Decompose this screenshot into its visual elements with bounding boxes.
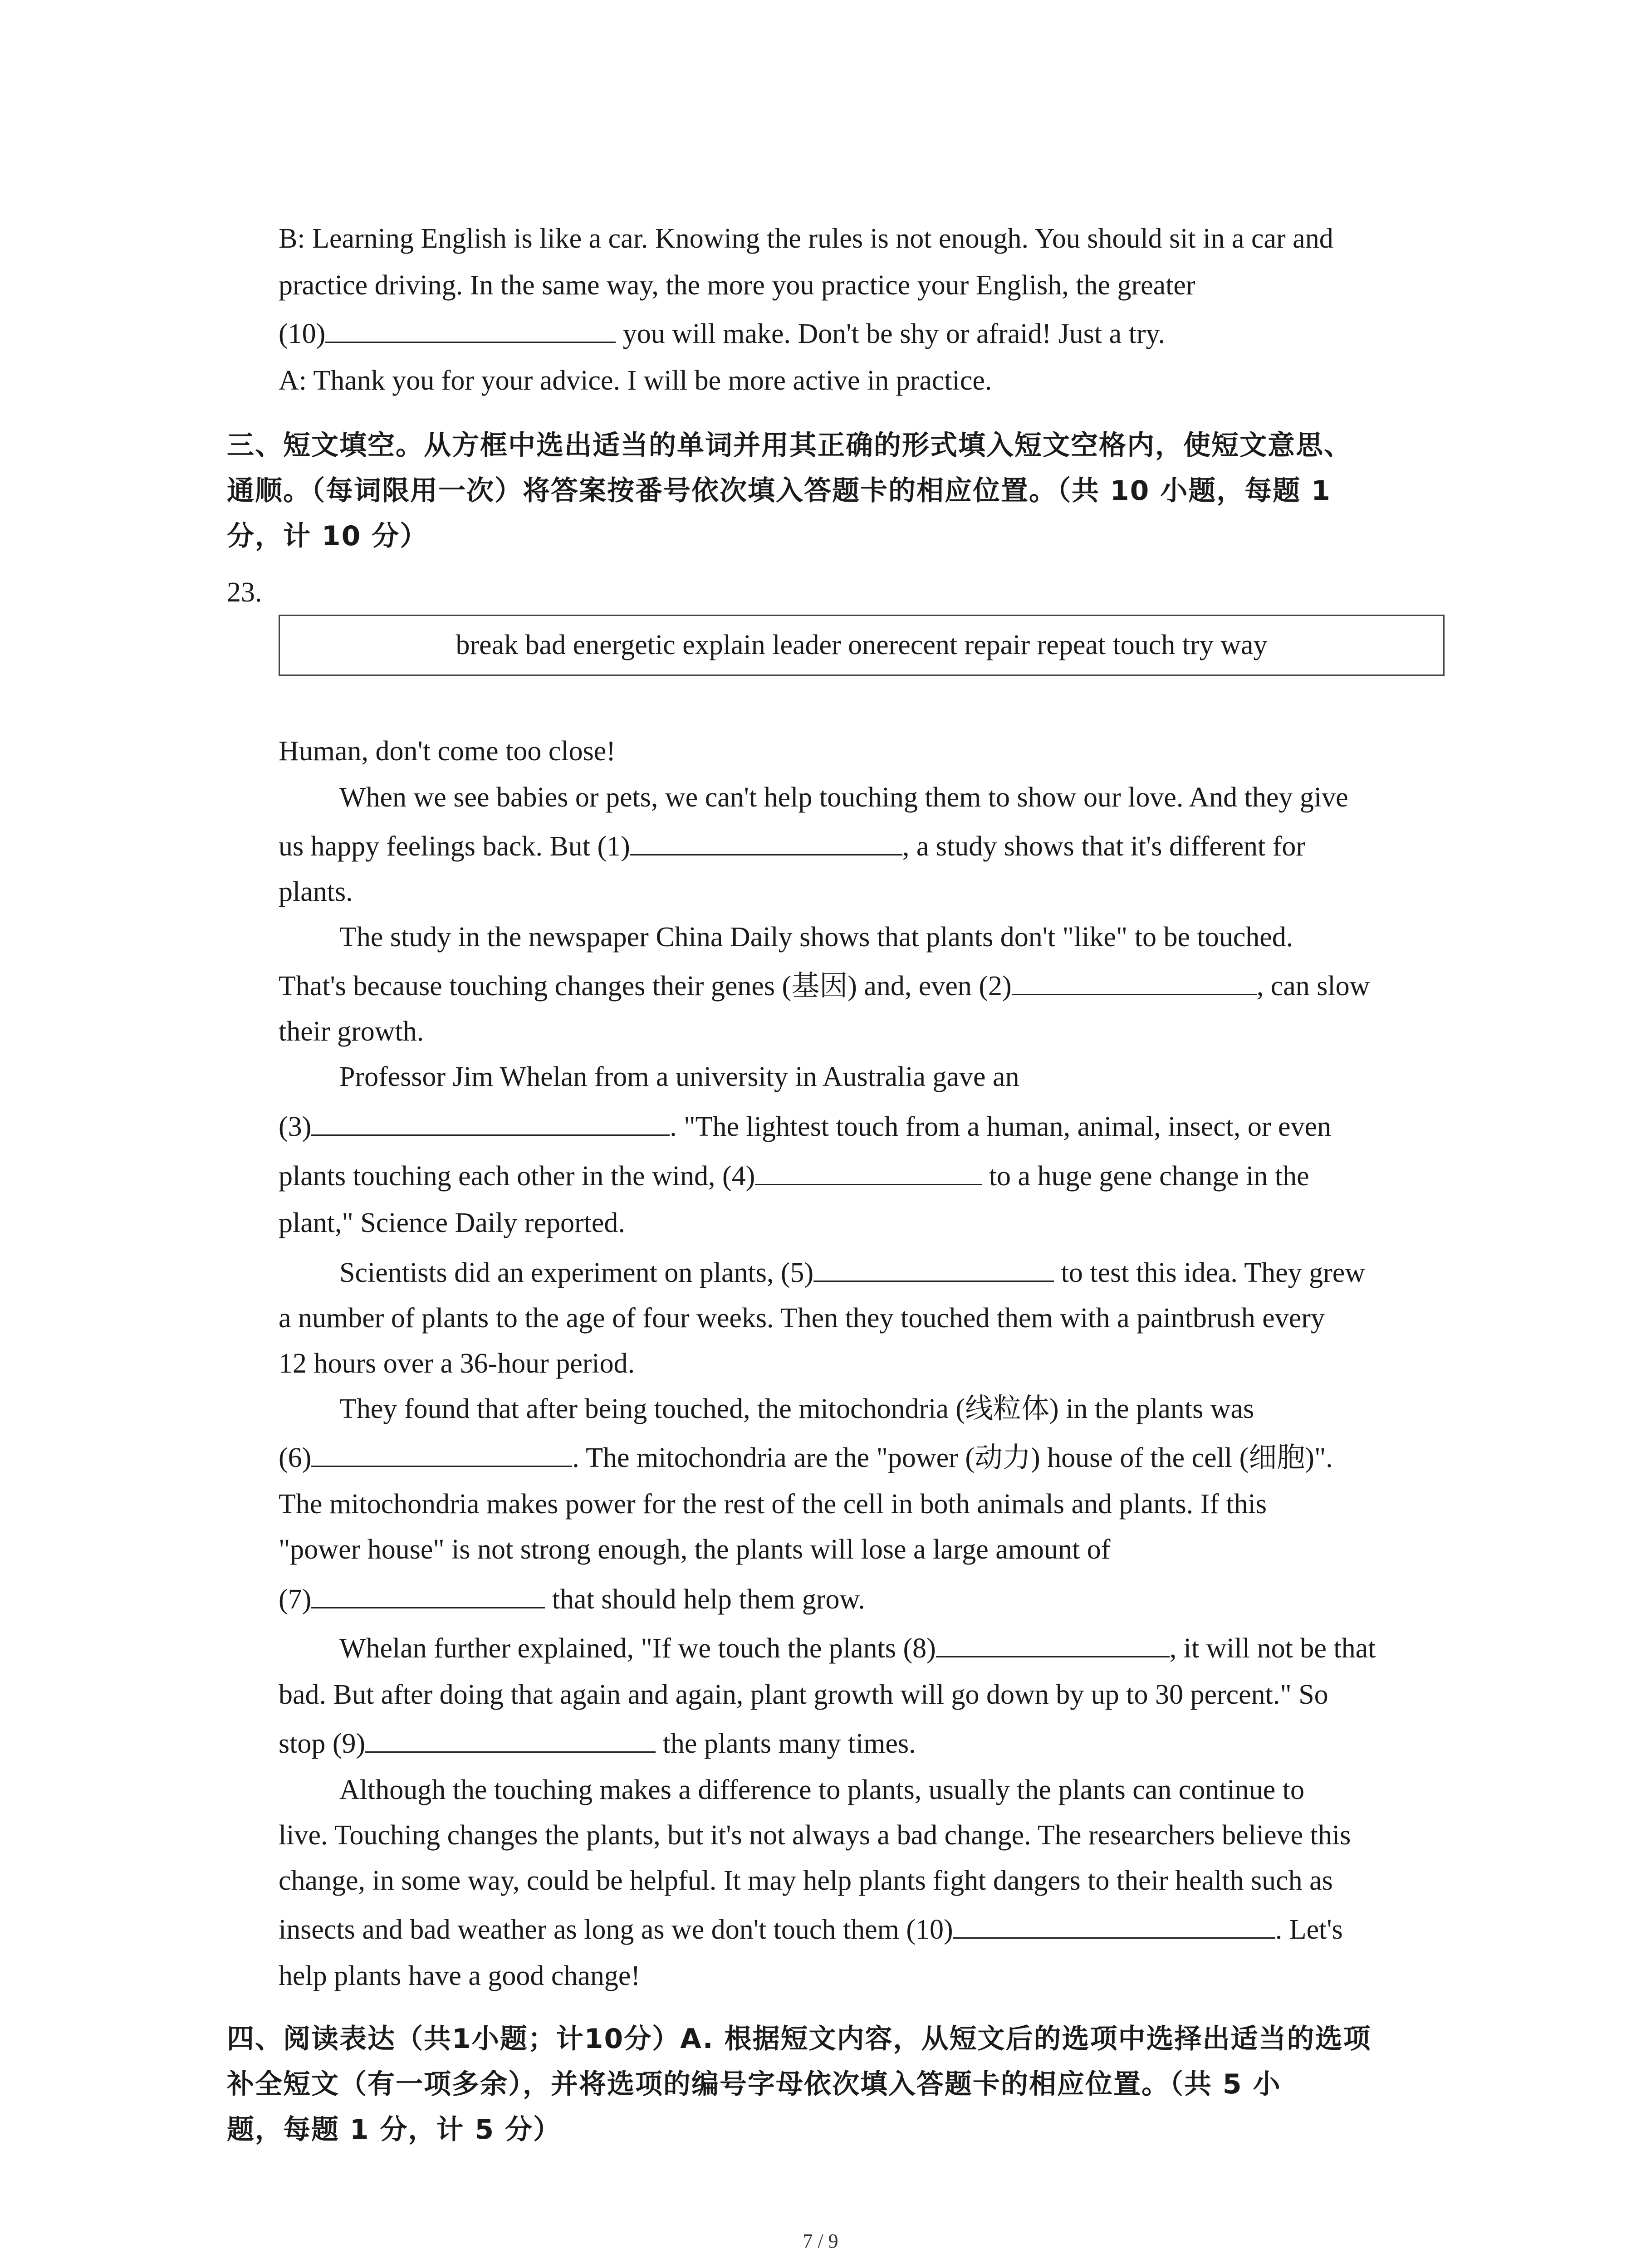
answer-blank-7[interactable] — [311, 1585, 545, 1608]
passage-line — [279, 1113, 1331, 1141]
passage-line — [279, 832, 1305, 860]
passage-line: help plants have a good change! — [279, 1960, 641, 1991]
passage-line: bad. But after doing that again and again, plant growth will go down by up to 30 percent." So — [279, 1679, 1328, 1710]
passage-line — [279, 1585, 865, 1613]
answer-blank-10[interactable] — [953, 1916, 1275, 1939]
passage-text: (6) — [279, 1442, 312, 1473]
answer-blank-1[interactable] — [630, 832, 902, 855]
passage-text: to test this idea. They grew — [1054, 1257, 1366, 1288]
answer-blank-4[interactable] — [755, 1162, 982, 1185]
passage-line: They found that after being touched, the mitochondria (线粒体) in the plants was — [339, 1393, 1254, 1424]
section3-heading: 分，计 10 分） — [227, 520, 428, 552]
section4-heading: 补全短文（有一项多余），并将选项的编号字母依次填入答题卡的相应位置。（共 5 小 — [227, 2068, 1281, 2100]
word-bank-box — [279, 615, 1445, 676]
passage-line: "power house" is not strong enough, the plants will lose a large amount of — [279, 1534, 1111, 1565]
passage-line — [339, 1634, 1376, 1662]
passage-text: Whelan further explained, "If we touch the plants (8) — [339, 1633, 936, 1664]
dialog-text: (10) — [279, 318, 326, 349]
passage-text: , a study shows that it's different for — [902, 831, 1306, 862]
passage-text: to a huge gene change in the — [982, 1161, 1309, 1192]
dialog-text: you will make. Don't be shy or afraid! Just a try. — [616, 318, 1166, 349]
dialog-line: A: Thank you for your advice. I will be more active in practice. — [279, 365, 992, 396]
passage-line: plants. — [279, 876, 353, 907]
passage-line — [279, 1444, 1333, 1472]
passage-text: (3) — [279, 1111, 312, 1142]
passage-line: their growth. — [279, 1016, 424, 1047]
passage-line: When we see babies or pets, we can't help touching them to show our love. And they give — [339, 782, 1348, 813]
passage-text: (7) — [279, 1584, 312, 1615]
passage-line — [279, 972, 1370, 1000]
passage-line — [279, 1916, 1343, 1944]
passage-line: The study in the newspaper China Daily shows that plants don't "like" to be touched. — [339, 922, 1293, 953]
passage-text: , can slow — [1256, 971, 1370, 1002]
section3-heading: 三、短文填空。从方框中选出适当的单词并用其正确的形式填入短文空格内，使短文意思、 — [227, 430, 1352, 461]
section4-heading: 四、阅读表达（共1小题；计10分）A. 根据短文内容，从短文后的选项中选择出适当的选项 — [227, 2023, 1372, 2055]
dialog-line — [279, 320, 1165, 348]
passage-text: . The mitochondria are the "power (动力) house of the cell (细胞)". — [572, 1442, 1333, 1473]
passage-line — [279, 1162, 1309, 1190]
page-number: 7 / 9 — [803, 2230, 838, 2252]
section4-heading: 题，每题 1 分，计 5 分） — [227, 2114, 562, 2146]
answer-blank-9[interactable] — [365, 1730, 656, 1753]
passage-line — [339, 1259, 1365, 1287]
passage-line: 12 hours over a 36-hour period. — [279, 1348, 635, 1379]
answer-blank-10[interactable] — [325, 320, 616, 343]
passage-line: live. Touching changes the plants, but it's not always a bad change. The researchers believe this — [279, 1820, 1351, 1851]
passage-text: plants touching each other in the wind, (4) — [279, 1161, 755, 1192]
passage-line: The mitochondria makes power for the rest of the cell in both animals and plants. If this — [279, 1489, 1267, 1520]
word-bank-text: break bad energetic explain leader onerecent repair repeat touch try way — [456, 630, 1268, 660]
answer-blank-5[interactable] — [813, 1259, 1054, 1282]
passage-text: stop (9) — [279, 1728, 366, 1759]
answer-blank-3[interactable] — [311, 1113, 670, 1136]
answer-blank-8[interactable] — [936, 1634, 1170, 1657]
dialog-line: practice driving. In the same way, the more you practice your English, the greater — [279, 270, 1195, 301]
passage-text: Scientists did an experiment on plants, (5) — [339, 1257, 814, 1288]
passage-text: , it will not be that — [1169, 1633, 1376, 1664]
section3-heading: 通顺。（每词限用一次）将答案按番号依次填入答题卡的相应位置。（共 10 小题，每题 1 — [227, 475, 1331, 507]
passage-line: Although the touching makes a difference to plants, usually the plants can continue to — [339, 1774, 1304, 1805]
passage-line: a number of plants to the age of four weeks. Then they touched them with a paintbrush every — [279, 1303, 1325, 1334]
dialog-line: B: Learning English is like a car. Knowing the rules is not enough. You should sit in a car and — [279, 223, 1333, 254]
passage-text: that should help them grow. — [545, 1584, 865, 1615]
answer-blank-6[interactable] — [311, 1444, 572, 1467]
passage-text: . "The lightest touch from a human, animal, insect, or even — [670, 1111, 1332, 1142]
answer-blank-2[interactable] — [1012, 972, 1257, 995]
passage-text: insects and bad weather as long as we don't touch them (10) — [279, 1914, 953, 1945]
passage-line: plant," Science Daily reported. — [279, 1207, 625, 1238]
passage-line — [279, 1730, 916, 1758]
passage-text: the plants many times. — [656, 1728, 916, 1759]
question-number: 23. — [227, 577, 262, 608]
passage-line: change, in some way, could be helpful. It may help plants fight dangers to their health such as — [279, 1865, 1333, 1896]
passage-title: Human, don't come too close! — [279, 736, 616, 767]
passage-text: us happy feelings back. But (1) — [279, 831, 630, 862]
passage-text: That's because touching changes their genes (基因) and, even (2) — [279, 971, 1012, 1002]
passage-line: Professor Jim Whelan from a university in Australia gave an — [339, 1061, 1019, 1092]
passage-text: . Let's — [1275, 1914, 1343, 1945]
